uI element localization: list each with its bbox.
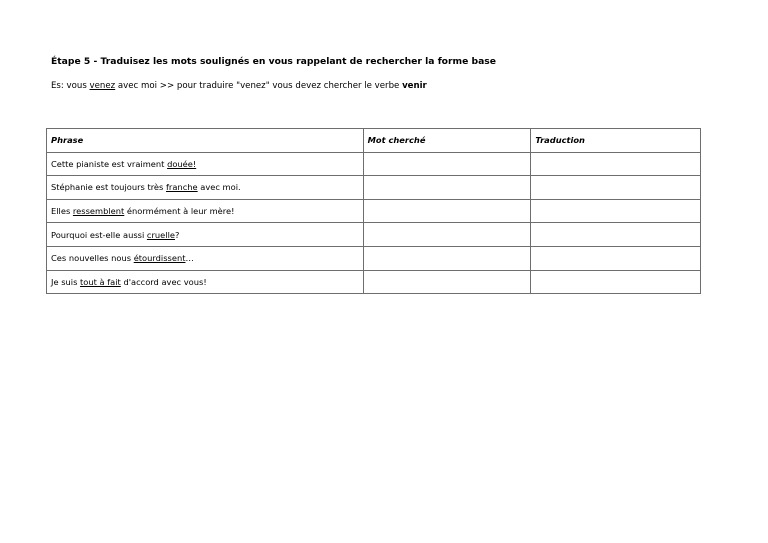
example-line <box>51 81 427 91</box>
phrase-cell <box>47 246 364 270</box>
phrase-after: … <box>185 253 194 264</box>
traduction-cell[interactable] <box>531 176 701 200</box>
phrase-before: Ces nouvelles nous <box>51 253 134 264</box>
phrase-cell <box>47 152 364 176</box>
phrase-before: Cette pianiste est vraiment <box>51 158 168 169</box>
table-row <box>47 270 701 294</box>
phrase-cell <box>47 223 364 247</box>
exercise-heading: Étape 5 - Traduisez les mots soulignés en vous rappelant de rechercher la forme base <box>51 56 497 67</box>
table-row <box>47 246 701 270</box>
traduction-cell[interactable] <box>531 270 701 294</box>
mot-cherche-cell[interactable] <box>363 246 531 270</box>
traduction-cell[interactable] <box>531 152 701 176</box>
phrase-underlined: tout à fait <box>80 276 121 287</box>
phrase-before: Je suis <box>51 276 81 287</box>
phrase-after: avec moi. <box>197 182 241 193</box>
example-middle: avec moi >> pour traduire "venez" vous devez chercher le verbe <box>115 81 403 91</box>
phrase-after: énormément à leur mère! <box>124 206 235 217</box>
header-traduction: Traduction <box>531 129 701 153</box>
example-underlined-word: venez <box>89 81 116 91</box>
example-bold-word: venir <box>402 81 427 91</box>
phrase-before: Elles <box>51 206 73 217</box>
table-header-row <box>47 129 701 153</box>
mot-cherche-cell[interactable] <box>363 270 531 294</box>
phrase-cell <box>47 199 364 223</box>
traduction-cell[interactable] <box>531 199 701 223</box>
table-row <box>47 223 701 247</box>
phrase-underlined: étourdissent <box>133 253 186 264</box>
mot-cherche-cell[interactable] <box>363 152 531 176</box>
phrase-after: ? <box>174 229 180 240</box>
phrase-before: Stéphanie est toujours très <box>51 182 167 193</box>
exercise-table <box>46 128 701 294</box>
mot-cherche-cell[interactable] <box>363 199 531 223</box>
mot-cherche-cell[interactable] <box>363 223 531 247</box>
phrase-underlined: cruelle <box>146 229 175 240</box>
header-phrase: Phrase <box>47 129 364 153</box>
phrase-underlined: douée! <box>167 158 197 169</box>
phrase-underlined: ressemblent <box>72 206 125 217</box>
example-prefix: Es: vous <box>51 81 90 91</box>
phrase-after: d'accord avec vous! <box>120 276 207 287</box>
traduction-cell[interactable] <box>531 246 701 270</box>
table-row <box>47 176 701 200</box>
phrase-cell <box>47 270 364 294</box>
header-mot-cherche: Mot cherché <box>363 129 531 153</box>
phrase-before: Pourquoi est-elle aussi <box>51 229 147 240</box>
mot-cherche-cell[interactable] <box>363 176 531 200</box>
phrase-underlined: franche <box>166 182 198 193</box>
phrase-cell <box>47 176 364 200</box>
table-row <box>47 199 701 223</box>
traduction-cell[interactable] <box>531 223 701 247</box>
table-row <box>47 152 701 176</box>
